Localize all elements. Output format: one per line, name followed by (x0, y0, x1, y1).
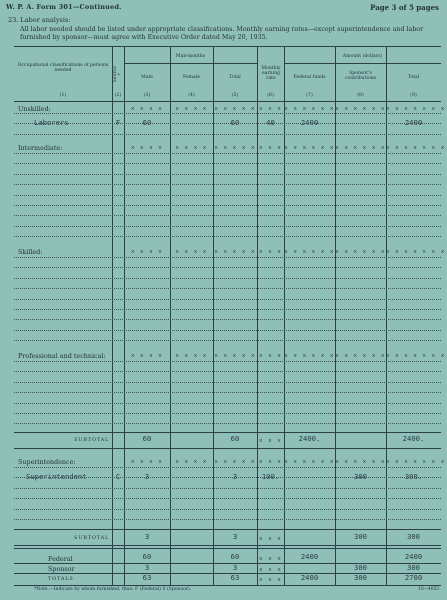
ruled-line (14, 163, 441, 164)
x-mark: x x x x x (214, 459, 256, 465)
x-mark: x x x x x x (284, 249, 335, 255)
totals-male: 63 (142, 573, 152, 582)
col-num-4: (4) (188, 93, 195, 98)
x-mark: x x x x (131, 106, 163, 112)
col-num-5: (5) (231, 93, 239, 98)
col-num-1: (1) (59, 93, 67, 98)
x-mark: x x x x (175, 106, 208, 112)
x-mark: x x x x x x x (386, 249, 446, 255)
totals-label: TOTALS (48, 576, 74, 582)
ruled-line (14, 413, 441, 414)
x-mark: x x x (259, 249, 282, 255)
ruled-line (14, 423, 441, 424)
ruled-line (14, 403, 441, 404)
ruled-line (14, 371, 441, 372)
superintendent-total: 3 (232, 472, 238, 481)
subtotal2-male: 3 (144, 532, 150, 541)
col-man-months-head: Man-months (175, 54, 206, 59)
col-num-8: (8) (357, 93, 364, 98)
x-mark: x x x (259, 459, 282, 465)
ruled-line (14, 467, 441, 468)
form-header: W. P. A. Form 301—Continued. (6, 3, 122, 11)
x-mark: x x x x x (214, 106, 256, 112)
ruled-line (14, 174, 441, 175)
superintendent-male: 3 (144, 472, 150, 481)
ruled-line (14, 205, 441, 206)
laborers-rate: 40 (266, 118, 275, 127)
ruled-line (14, 299, 441, 300)
federal-total: 60 (230, 552, 240, 561)
ruled-line (14, 319, 441, 320)
subtotal-label-1: SUBTOTAL (74, 437, 110, 443)
col-total-head: Total (229, 75, 241, 80)
col-num-3: (3) (143, 93, 151, 98)
ruled-line (14, 509, 441, 510)
x-mark: x x x x x x (284, 459, 335, 465)
labor-analysis-table (14, 46, 446, 586)
subtotal2-total-amount: 300 (407, 532, 420, 541)
x-mark: x x x x x (214, 249, 256, 255)
page-number: Page 3 of 5 pages (370, 3, 439, 12)
x-mark: x x x x (131, 145, 163, 151)
ruled-line (14, 278, 441, 279)
x-mark: x x x x x x x (386, 106, 446, 112)
subtotal2-sponsor: 300 (354, 532, 367, 541)
ruled-line (14, 257, 441, 258)
x-mark: x x x x x x (284, 145, 335, 151)
superintendent-total-amount: 300. (404, 472, 423, 481)
subtotal2-rate: x x x (259, 536, 282, 542)
x-mark: x x x (259, 145, 282, 151)
x-mark: x x x x (131, 353, 163, 359)
form-reference: 10—4053 (418, 587, 439, 592)
laborers-source: F (115, 118, 121, 127)
col-source-head: Source * (112, 66, 123, 83)
subtotal-label-2: SUBTOTAL (74, 535, 110, 541)
category-intermediate: Intermediate: (18, 144, 63, 152)
ruled-line (14, 267, 441, 268)
ruled-line (14, 382, 441, 383)
category-unskilled: Unskilled: (18, 105, 51, 113)
x-mark: x x x x x x (335, 106, 386, 112)
x-mark: x x x x x x (284, 106, 335, 112)
superintendent-rate: 100. (261, 472, 280, 481)
ruled-line (14, 236, 441, 237)
federal-total-amount: 2400 (404, 552, 423, 561)
federal-label: Federal (48, 555, 73, 563)
x-mark: x x x x x x x (386, 459, 446, 465)
x-mark: x x x x x x (335, 249, 386, 255)
sponsor-male: 3 (144, 563, 150, 572)
x-mark: x x x x (131, 249, 163, 255)
x-mark: x x x x (131, 459, 163, 465)
sponsor-rate: x x x (259, 567, 282, 573)
sponsor-total: 3 (232, 563, 238, 572)
federal-male: 60 (142, 552, 152, 561)
sponsor-label: Sponsor (48, 565, 75, 573)
col-male-head: Male (141, 75, 153, 80)
col-occupation-head: Occupational classifications of persons needed (17, 63, 109, 74)
subtotal1-total-amount: 2400. (402, 434, 425, 443)
instructions: All labor needed should be listed under appropriate classifications. Monthly earning rates—except superintendence and labor furnished by sponsor—must agree with Executive Order dated May 20, 1935. (20, 26, 424, 41)
x-mark: x x x x x x (335, 459, 386, 465)
col-federal-head: Federal funds (293, 75, 326, 80)
ruled-line (14, 113, 441, 114)
totals-federal: 2400 (300, 573, 319, 582)
totals-total: 63 (230, 573, 240, 582)
x-mark: x x x x (175, 353, 208, 359)
x-mark: x x x x x (214, 353, 256, 359)
col-female-head: Female (183, 75, 200, 80)
totals-rate: x x x (259, 577, 282, 583)
col-num-2: (2) (114, 93, 122, 98)
superintendent-name: Superintendent (26, 472, 87, 481)
footnote: *Note.—Indicate by whom furnished, thus: F (Federal) S (Sponsor). (34, 587, 192, 592)
ruled-line (14, 519, 441, 520)
laborers-name: Laborers (34, 118, 69, 127)
subtotal1-total: 60 (230, 434, 240, 443)
ruled-line (14, 226, 441, 227)
ruled-line (14, 330, 441, 331)
subtotal2-total: 3 (232, 532, 238, 541)
superintendent-sponsor: 300 (354, 472, 367, 481)
ruled-line (14, 195, 441, 196)
ruled-line (14, 392, 441, 393)
ruled-line (14, 340, 441, 341)
category-professional: Professional and technical: (18, 352, 106, 360)
laborers-total-amount: 2400 (404, 118, 423, 127)
col-num-6: (6) (267, 93, 274, 98)
laborers-federal: 2400 (300, 118, 319, 127)
category-skilled: Skilled: (18, 248, 43, 256)
subtotal1-male: 60 (142, 434, 152, 443)
x-mark: x x x x x x x (386, 145, 446, 151)
subtotal1-rate: x x x (259, 438, 282, 444)
x-mark: x x x x x x (284, 353, 335, 359)
col-total-amount-head: Total (407, 75, 420, 80)
ruled-line (14, 215, 441, 216)
x-mark: x x x x x (214, 145, 256, 151)
x-mark: x x x x (175, 145, 208, 151)
subtotal1-federal: 2400. (298, 434, 321, 443)
x-mark: x x x x (175, 249, 208, 255)
totals-sponsor: 300 (354, 573, 367, 582)
laborers-total: 60 (230, 118, 240, 127)
ruled-line (14, 498, 441, 499)
col-num-7: (7) (306, 93, 313, 98)
col-num-9: (9) (410, 93, 417, 98)
sponsor-total-amount: 300 (407, 563, 420, 572)
superintendent-source: C (115, 472, 121, 481)
ruled-line (14, 184, 441, 185)
x-mark: x x x x x x (335, 353, 386, 359)
ruled-line (14, 288, 441, 289)
col-amount-head: Amount (dollars) (342, 54, 383, 59)
col-rate-head: Monthly earning rate (261, 66, 281, 82)
ruled-line (14, 153, 441, 154)
ruled-line (14, 488, 441, 489)
ruled-line (14, 134, 441, 135)
x-mark: x x x x (175, 459, 208, 465)
x-mark: x x x (259, 353, 282, 359)
ruled-line (14, 309, 441, 310)
totals-total-amount: 2700 (404, 573, 423, 582)
sponsor-sponsor: 300 (354, 563, 367, 572)
federal-federal: 2400 (300, 552, 319, 561)
category-superintendence: Superintendence: (18, 458, 76, 466)
federal-rate: x x x (259, 556, 282, 562)
laborers-male: 60 (142, 118, 152, 127)
x-mark: x x x x x x (335, 145, 386, 151)
section-title: 23. Labor analysis: (8, 16, 71, 24)
x-mark: x x x (259, 106, 282, 112)
ruled-line (14, 361, 441, 362)
col-sponsor-head: Sponsor's contributions (344, 71, 377, 82)
x-mark: x x x x x x x (386, 353, 446, 359)
